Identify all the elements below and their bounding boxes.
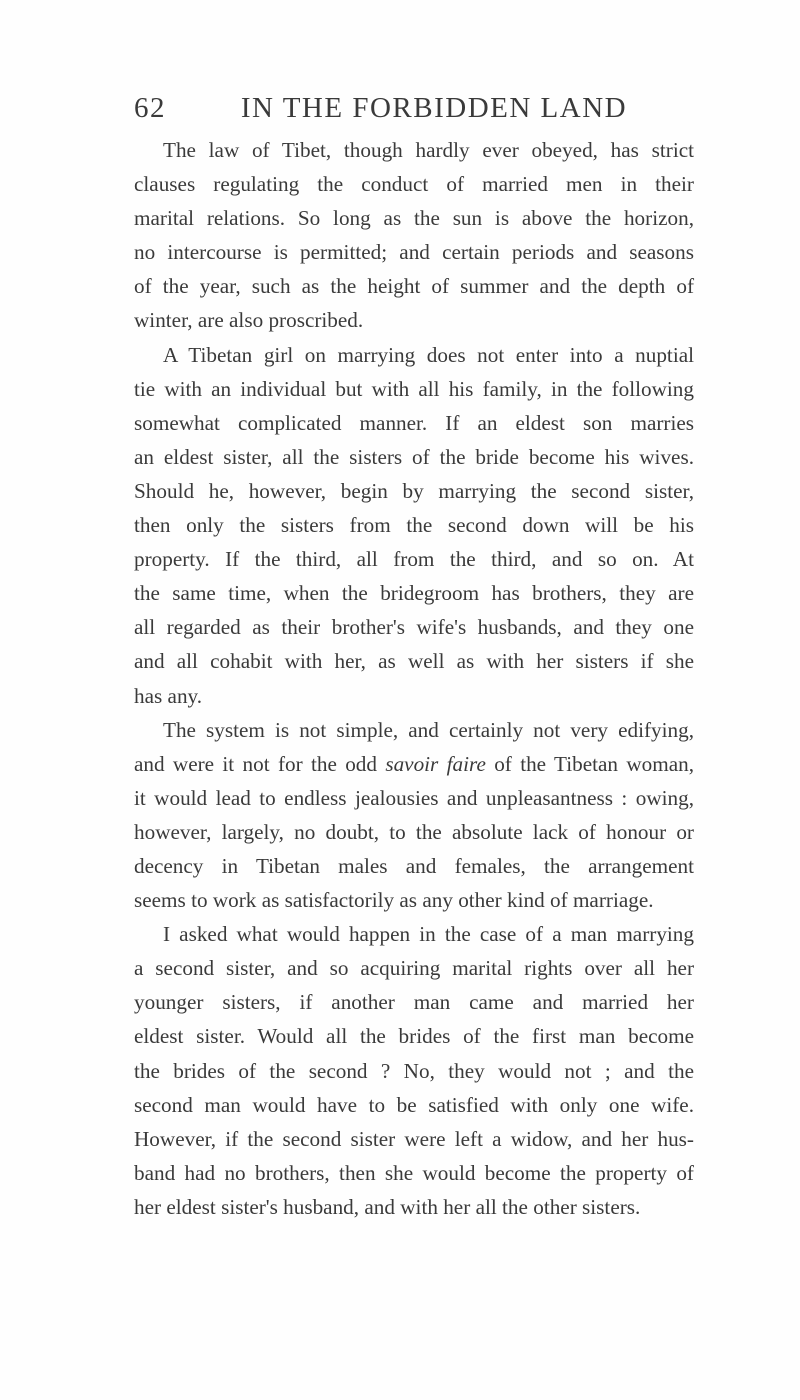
text-line: eldest sister. Would all the brides of the first man become [134, 1024, 694, 1049]
text-line: decency in Tibetan males and females, the arrangement [134, 853, 694, 878]
text-line: the brides of the second ? No, they would not ; and the [134, 1058, 694, 1083]
text-line: an eldest sister, all the sisters of the bride become his wives. [134, 444, 694, 469]
text-line: it would lead to endless jealousies and unpleasantness : owing, [134, 785, 694, 810]
text-segment: of the Tibetan woman, [485, 751, 694, 776]
text-line: The system is not simple, and certainly not very edifying, [163, 717, 694, 742]
text-line: I asked what would happen in the case of a man marrying [163, 922, 694, 947]
italic-phrase: savoir faire [385, 751, 486, 776]
text-line: Should he, however, begin by marrying the second sister, [134, 478, 694, 503]
page-number: 62 [134, 92, 166, 124]
text-line: clauses regulating the conduct of married men in their [134, 172, 694, 197]
text-line: somewhat complicated manner. If an eldest son marries [134, 410, 694, 435]
text-segment: and were it not for the odd [134, 751, 386, 776]
text-line: tie with an individual but with all his family, in the following [134, 376, 694, 401]
running-head: IN THE FORBIDDEN LAND [240, 92, 628, 124]
text-line: however, largely, no doubt, to the absolute lack of honour or [134, 819, 694, 844]
text-line: seems to work as satisfactorily as any other kind of marriage. [134, 888, 654, 913]
text-line: has any. [134, 683, 203, 708]
text-line: However, if the second sister were left a widow, and her hus- [134, 1126, 694, 1151]
text-line: younger sisters, if another man came and married her [134, 990, 694, 1015]
text-line: and all cohabit with her, as well as with her sisters if she [134, 649, 694, 674]
text-line: A Tibetan girl on marrying does not enter into a nuptial [163, 342, 694, 367]
text-line: a second sister, and so acquiring marital rights over all her [134, 956, 694, 981]
text-line: of the year, such as the height of summer and the depth of [134, 274, 694, 299]
body-text [134, 133, 694, 1224]
text-line [134, 747, 694, 781]
text-line: marital relations. So long as the sun is above the horizon, [134, 206, 694, 231]
text-line: her eldest sister's husband, and with her all the other sisters. [134, 1194, 641, 1219]
text-line: band had no brothers, then she would become the property of [134, 1160, 694, 1185]
text-line: no intercourse is permitted; and certain periods and seasons [134, 240, 694, 265]
text-line: The law of Tibet, though hardly ever obeyed, has strict [163, 138, 694, 162]
page-header [134, 86, 694, 130]
text-line: winter, are also proscribed. [134, 308, 364, 333]
text-line: property. If the third, all from the third, and so on. At [134, 547, 694, 572]
text-line: second man would have to be satisfied with only one wife. [134, 1092, 694, 1117]
text-line: the same time, when the bridegroom has brothers, they are [134, 581, 694, 606]
text-line: then only the sisters from the second down will be his [134, 513, 694, 538]
text-line: all regarded as their brother's wife's husbands, and they one [134, 615, 694, 640]
